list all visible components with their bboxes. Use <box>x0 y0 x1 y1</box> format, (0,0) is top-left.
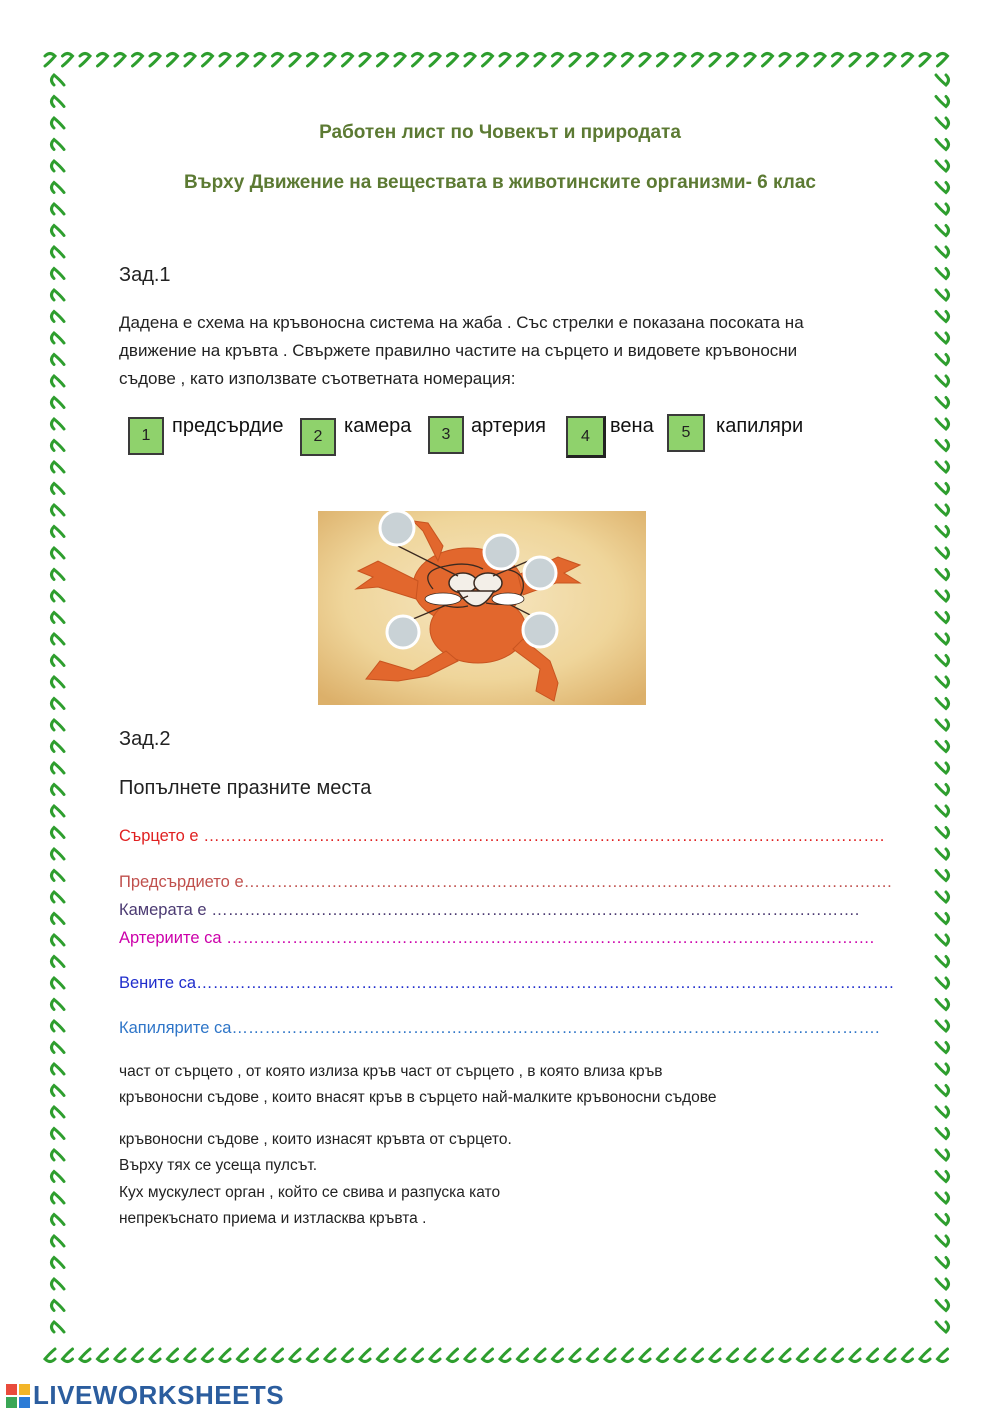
vine-leaf <box>936 462 949 472</box>
term-label-4: вена <box>610 415 654 437</box>
liveworksheets-mark-icon <box>6 1384 30 1408</box>
vine-leaf <box>150 1349 160 1362</box>
vine-leaf <box>448 1349 458 1362</box>
vine-leaf <box>63 54 73 67</box>
vine-leaf <box>52 1064 65 1074</box>
vine-leaf <box>52 290 65 300</box>
vine-leaf <box>936 1129 949 1139</box>
vine-leaf <box>52 699 65 709</box>
vine-leaf <box>815 54 825 67</box>
vine-leaf <box>255 54 265 67</box>
vine-leaf <box>290 54 300 67</box>
vine-leaf <box>500 1349 510 1362</box>
vine-leaf <box>52 1021 65 1031</box>
vine-leaf <box>52 570 65 580</box>
vine-leaf <box>728 54 738 67</box>
vine-leaf <box>45 54 55 67</box>
vine-leaf <box>52 892 65 902</box>
vine-leaf <box>52 742 65 752</box>
vine-leaf <box>936 763 949 773</box>
vine-leaf <box>52 634 65 644</box>
vine-leaf <box>203 1349 213 1362</box>
vine-leaf <box>728 1349 738 1362</box>
vine-leaf <box>535 54 545 67</box>
vine-leaf <box>833 1349 843 1362</box>
vine-leaf <box>938 54 948 67</box>
vine-leaf <box>570 1349 580 1362</box>
vine-leaf <box>936 742 949 752</box>
vine-leaf <box>936 290 949 300</box>
term-number-box-3: 3 <box>428 416 464 454</box>
vine-leaf <box>52 1236 65 1246</box>
vine-leaf <box>903 1349 913 1362</box>
vine-leaf <box>150 54 160 67</box>
vine-leaf <box>273 54 283 67</box>
vine-leaf <box>936 204 949 214</box>
vine-leaf <box>675 1349 685 1362</box>
vine-leaf <box>920 54 930 67</box>
vine-leaf <box>710 54 720 67</box>
vine-leaf <box>518 54 528 67</box>
vine-leaf <box>936 1107 949 1117</box>
task2-prompt: Попълнете празните места <box>119 777 372 799</box>
vine-leaf <box>52 1193 65 1203</box>
vine-leaf <box>52 484 65 494</box>
vine-leaf <box>903 54 913 67</box>
vine-leaf <box>936 527 949 537</box>
vine-leaf <box>115 54 125 67</box>
vine-leaf <box>52 441 65 451</box>
vine-leaf <box>52 312 65 322</box>
vine-leaf <box>52 828 65 838</box>
vine-leaf <box>623 1349 633 1362</box>
vine-leaf <box>936 441 949 451</box>
vine-leaf <box>588 54 598 67</box>
vine-leaf <box>52 871 65 881</box>
vine-leaf <box>868 1349 878 1362</box>
vine-leaf <box>780 54 790 67</box>
vine-leaf <box>936 677 949 687</box>
vine-leaf <box>52 1129 65 1139</box>
vine-leaf <box>255 1349 265 1362</box>
vine-leaf <box>238 54 248 67</box>
hint-line-1: част от сърцето , от която излиза кръв част от сърцето , в която влиза кръв <box>119 1063 663 1080</box>
vine-leaf <box>52 656 65 666</box>
vine-leaf <box>343 54 353 67</box>
frog-circulation-diagram <box>318 511 646 705</box>
vine-leaf <box>936 376 949 386</box>
term-label-2: камера <box>344 415 412 437</box>
vine-leaf <box>763 54 773 67</box>
vine-leaf <box>413 54 423 67</box>
vine-leaf <box>465 54 475 67</box>
page-title: Работен лист по Човекът и природата <box>319 122 681 143</box>
vine-leaf <box>290 1349 300 1362</box>
vine-leaf <box>936 1172 949 1182</box>
term-label-5: капиляри <box>716 415 804 437</box>
term-label-3: артерия <box>471 415 546 437</box>
vine-leaf <box>553 54 563 67</box>
vine-leaf <box>238 1349 248 1362</box>
vine-leaf <box>360 1349 370 1362</box>
vine-leaf <box>936 505 949 515</box>
vine-leaf <box>98 54 108 67</box>
vine-leaf <box>623 54 633 67</box>
vine-leaf <box>168 54 178 67</box>
hint-line-6: непрекъснато приема и изтласква кръвта . <box>119 1210 427 1227</box>
vine-leaf <box>745 54 755 67</box>
liveworksheets-logo <box>6 1380 284 1411</box>
vine-leaf <box>936 161 949 171</box>
vine-leaf <box>52 957 65 967</box>
vine-leaf <box>52 1322 65 1332</box>
vine-leaf <box>45 1349 55 1362</box>
vine-leaf <box>413 1349 423 1362</box>
vine-leaf <box>52 226 65 236</box>
vine-leaf <box>52 269 65 279</box>
vine-leaf <box>936 785 949 795</box>
vine-leaf <box>588 1349 598 1362</box>
vine-leaf <box>52 548 65 558</box>
vine-leaf <box>325 54 335 67</box>
vine-leaf <box>52 785 65 795</box>
vine-leaf <box>185 54 195 67</box>
vine-leaf <box>52 333 65 343</box>
vine-leaf <box>693 54 703 67</box>
vine-leaf <box>693 1349 703 1362</box>
vine-leaf <box>936 1279 949 1289</box>
task1-label: Зад.1 <box>119 264 171 286</box>
vine-leaf <box>936 1043 949 1053</box>
vine-leaf <box>52 419 65 429</box>
vine-leaf <box>52 914 65 924</box>
vine-leaf <box>833 54 843 67</box>
vine-leaf <box>936 656 949 666</box>
vine-leaf <box>220 1349 230 1362</box>
hint-line-5: Кух мускулест орган , който се свива и разпуска като <box>119 1184 501 1201</box>
vine-leaf <box>936 97 949 107</box>
vine-leaf <box>710 1349 720 1362</box>
vine-leaf <box>308 54 318 67</box>
vine-leaf <box>52 1215 65 1225</box>
vine-leaf <box>936 935 949 945</box>
vine-leaf <box>763 1349 773 1362</box>
vine-leaf <box>553 1349 563 1362</box>
vine-leaf <box>52 1301 65 1311</box>
vine-leaf <box>52 376 65 386</box>
vine-leaf <box>80 54 90 67</box>
vine-leaf <box>936 1322 949 1332</box>
task1-instruction-line2: движение на кръвта . Свържете правилно частите на сърцето и видовете кръвоносни <box>119 341 798 360</box>
vine-leaf <box>308 1349 318 1362</box>
vine-leaf <box>52 1086 65 1096</box>
vine-leaf <box>936 570 949 580</box>
hint-line-4: Върху тях се усеща пулсът. <box>119 1157 318 1174</box>
vine-leaf <box>80 1349 90 1362</box>
vine-leaf <box>936 1258 949 1268</box>
vine-leaf <box>850 1349 860 1362</box>
vine-leaf <box>936 1064 949 1074</box>
vine-leaf <box>936 892 949 902</box>
vine-leaf <box>658 54 668 67</box>
blank-line-atrium[interactable]: Предсърдието е………………………………………………………………………………………………………. <box>119 873 892 891</box>
blank-line-ventricle[interactable]: Камерата е ………………………………………………………………………………………………………. <box>119 901 860 919</box>
vine-leaf <box>52 1279 65 1289</box>
vine-leaf <box>343 1349 353 1362</box>
vine-leaf <box>52 763 65 773</box>
vine-leaf <box>936 484 949 494</box>
vine-leaf <box>605 54 615 67</box>
vine-leaf <box>936 613 949 623</box>
task1-instruction-line1: Дадена е схема на кръвоносна система на жаба . Със стрелки е показана посоката на <box>119 313 804 332</box>
vine-leaf <box>168 1349 178 1362</box>
vine-leaf <box>936 1086 949 1096</box>
vine-leaf <box>885 1349 895 1362</box>
term-number-box-5: 5 <box>667 414 705 452</box>
vine-leaf <box>936 634 949 644</box>
vine-leaf <box>448 54 458 67</box>
vine-leaf <box>500 54 510 67</box>
vine-leaf <box>395 1349 405 1362</box>
vine-leaf <box>220 54 230 67</box>
vine-leaf <box>640 54 650 67</box>
vine-leaf <box>52 1258 65 1268</box>
hint-line-3: кръвоносни съдове , които изнасят кръвта от сърцето. <box>119 1131 512 1148</box>
vine-leaf <box>52 1000 65 1010</box>
vine-leaf <box>52 75 65 85</box>
vine-leaf <box>465 1349 475 1362</box>
vine-leaf <box>936 1021 949 1031</box>
vine-leaf <box>52 613 65 623</box>
vine-leaf <box>936 312 949 322</box>
vine-leaf <box>936 355 949 365</box>
vine-leaf <box>658 1349 668 1362</box>
vine-leaf <box>798 54 808 67</box>
vine-leaf <box>430 1349 440 1362</box>
vine-leaf <box>936 720 949 730</box>
vine-leaf <box>52 1043 65 1053</box>
vine-leaf <box>936 914 949 924</box>
vine-leaf <box>936 548 949 558</box>
vine-leaf <box>52 1107 65 1117</box>
vine-leaf <box>63 1349 73 1362</box>
vine-leaf <box>868 54 878 67</box>
blank-line-heart[interactable]: Сърцето е ……………………………………………………………………………………………………………. <box>119 827 885 845</box>
vine-leaf <box>936 1193 949 1203</box>
vine-leaf <box>815 1349 825 1362</box>
vine-leaf <box>483 1349 493 1362</box>
vine-leaf <box>936 806 949 816</box>
vine-leaf <box>936 1236 949 1246</box>
term-label-1: предсърдие <box>172 415 284 437</box>
vine-leaf <box>936 1301 949 1311</box>
vine-leaf <box>52 247 65 257</box>
vine-leaf <box>605 1349 615 1362</box>
vine-leaf <box>920 1349 930 1362</box>
vine-leaf <box>936 828 949 838</box>
vine-leaf <box>936 849 949 859</box>
vine-leaf <box>936 978 949 988</box>
vine-leaf <box>936 699 949 709</box>
term-number-box-1: 1 <box>128 417 164 455</box>
vine-leaf <box>780 1349 790 1362</box>
vine-leaf <box>798 1349 808 1362</box>
vine-leaf <box>52 806 65 816</box>
vine-leaf <box>850 54 860 67</box>
vine-leaf <box>52 97 65 107</box>
vine-leaf <box>52 935 65 945</box>
vine-leaf <box>52 978 65 988</box>
vine-leaf <box>52 1172 65 1182</box>
vine-leaf <box>133 54 143 67</box>
task2-label: Зад.2 <box>119 728 171 750</box>
vine-leaf <box>483 54 493 67</box>
vine-leaf <box>640 1349 650 1362</box>
page-subtitle: Върху Движение на веществата в животинските организми- 6 клас <box>184 172 816 193</box>
vine-leaf <box>52 849 65 859</box>
vine-leaf <box>52 398 65 408</box>
vine-leaf <box>430 54 440 67</box>
vine-leaf <box>378 54 388 67</box>
vine-leaf <box>52 720 65 730</box>
vine-leaf <box>52 591 65 601</box>
task1-instruction-line3: съдове , като използвате съответната номерация: <box>119 369 516 388</box>
term-number-box-4: 4 <box>566 416 606 458</box>
vine-leaf <box>938 1349 948 1362</box>
vine-leaf <box>52 161 65 171</box>
vine-leaf <box>936 1000 949 1010</box>
vine-leaf <box>52 677 65 687</box>
vine-leaf <box>936 333 949 343</box>
brand-name: LIVEWORKSHEETS <box>33 1380 285 1410</box>
vine-leaf <box>115 1349 125 1362</box>
vine-leaf <box>936 75 949 85</box>
vine-leaf <box>98 1349 108 1362</box>
vine-leaf <box>52 1150 65 1160</box>
blank-line-arteries[interactable]: Артериите са ………………………………………………………………………………………………………. <box>119 929 875 947</box>
hint-line-2: кръвоносни съдове , които внасят кръв в сърцето най-малките кръвоносни съдове <box>119 1089 717 1106</box>
vine-leaf <box>535 1349 545 1362</box>
vine-leaf <box>133 1349 143 1362</box>
vine-leaf <box>936 1215 949 1225</box>
blank-line-capillaries[interactable]: Капилярите са………………………………………………………………………………………………………. <box>119 1019 880 1037</box>
vine-leaf <box>360 54 370 67</box>
vine-leaf <box>52 204 65 214</box>
vine-leaf <box>325 1349 335 1362</box>
vine-leaf <box>885 54 895 67</box>
vine-leaf <box>52 355 65 365</box>
vine-leaf <box>52 505 65 515</box>
vine-leaf <box>936 1150 949 1160</box>
vine-leaf <box>273 1349 283 1362</box>
vine-leaf <box>518 1349 528 1362</box>
vine-leaf <box>675 54 685 67</box>
vine-leaf <box>936 957 949 967</box>
vine-leaf <box>936 398 949 408</box>
vine-leaf <box>203 54 213 67</box>
vine-leaf <box>936 247 949 257</box>
vine-leaf <box>52 462 65 472</box>
vine-leaf <box>936 226 949 236</box>
vine-leaf <box>936 591 949 601</box>
vine-leaf <box>570 54 580 67</box>
vine-leaf <box>395 54 405 67</box>
term-number-box-2: 2 <box>300 418 336 456</box>
vine-leaf <box>936 419 949 429</box>
vine-leaf <box>378 1349 388 1362</box>
blank-line-veins[interactable]: Вените са………………………………………………………………………………………………………………. <box>119 974 894 992</box>
vine-leaf <box>745 1349 755 1362</box>
vine-leaf <box>52 527 65 537</box>
vine-leaf <box>185 1349 195 1362</box>
vine-leaf <box>936 269 949 279</box>
vine-leaf <box>936 871 949 881</box>
